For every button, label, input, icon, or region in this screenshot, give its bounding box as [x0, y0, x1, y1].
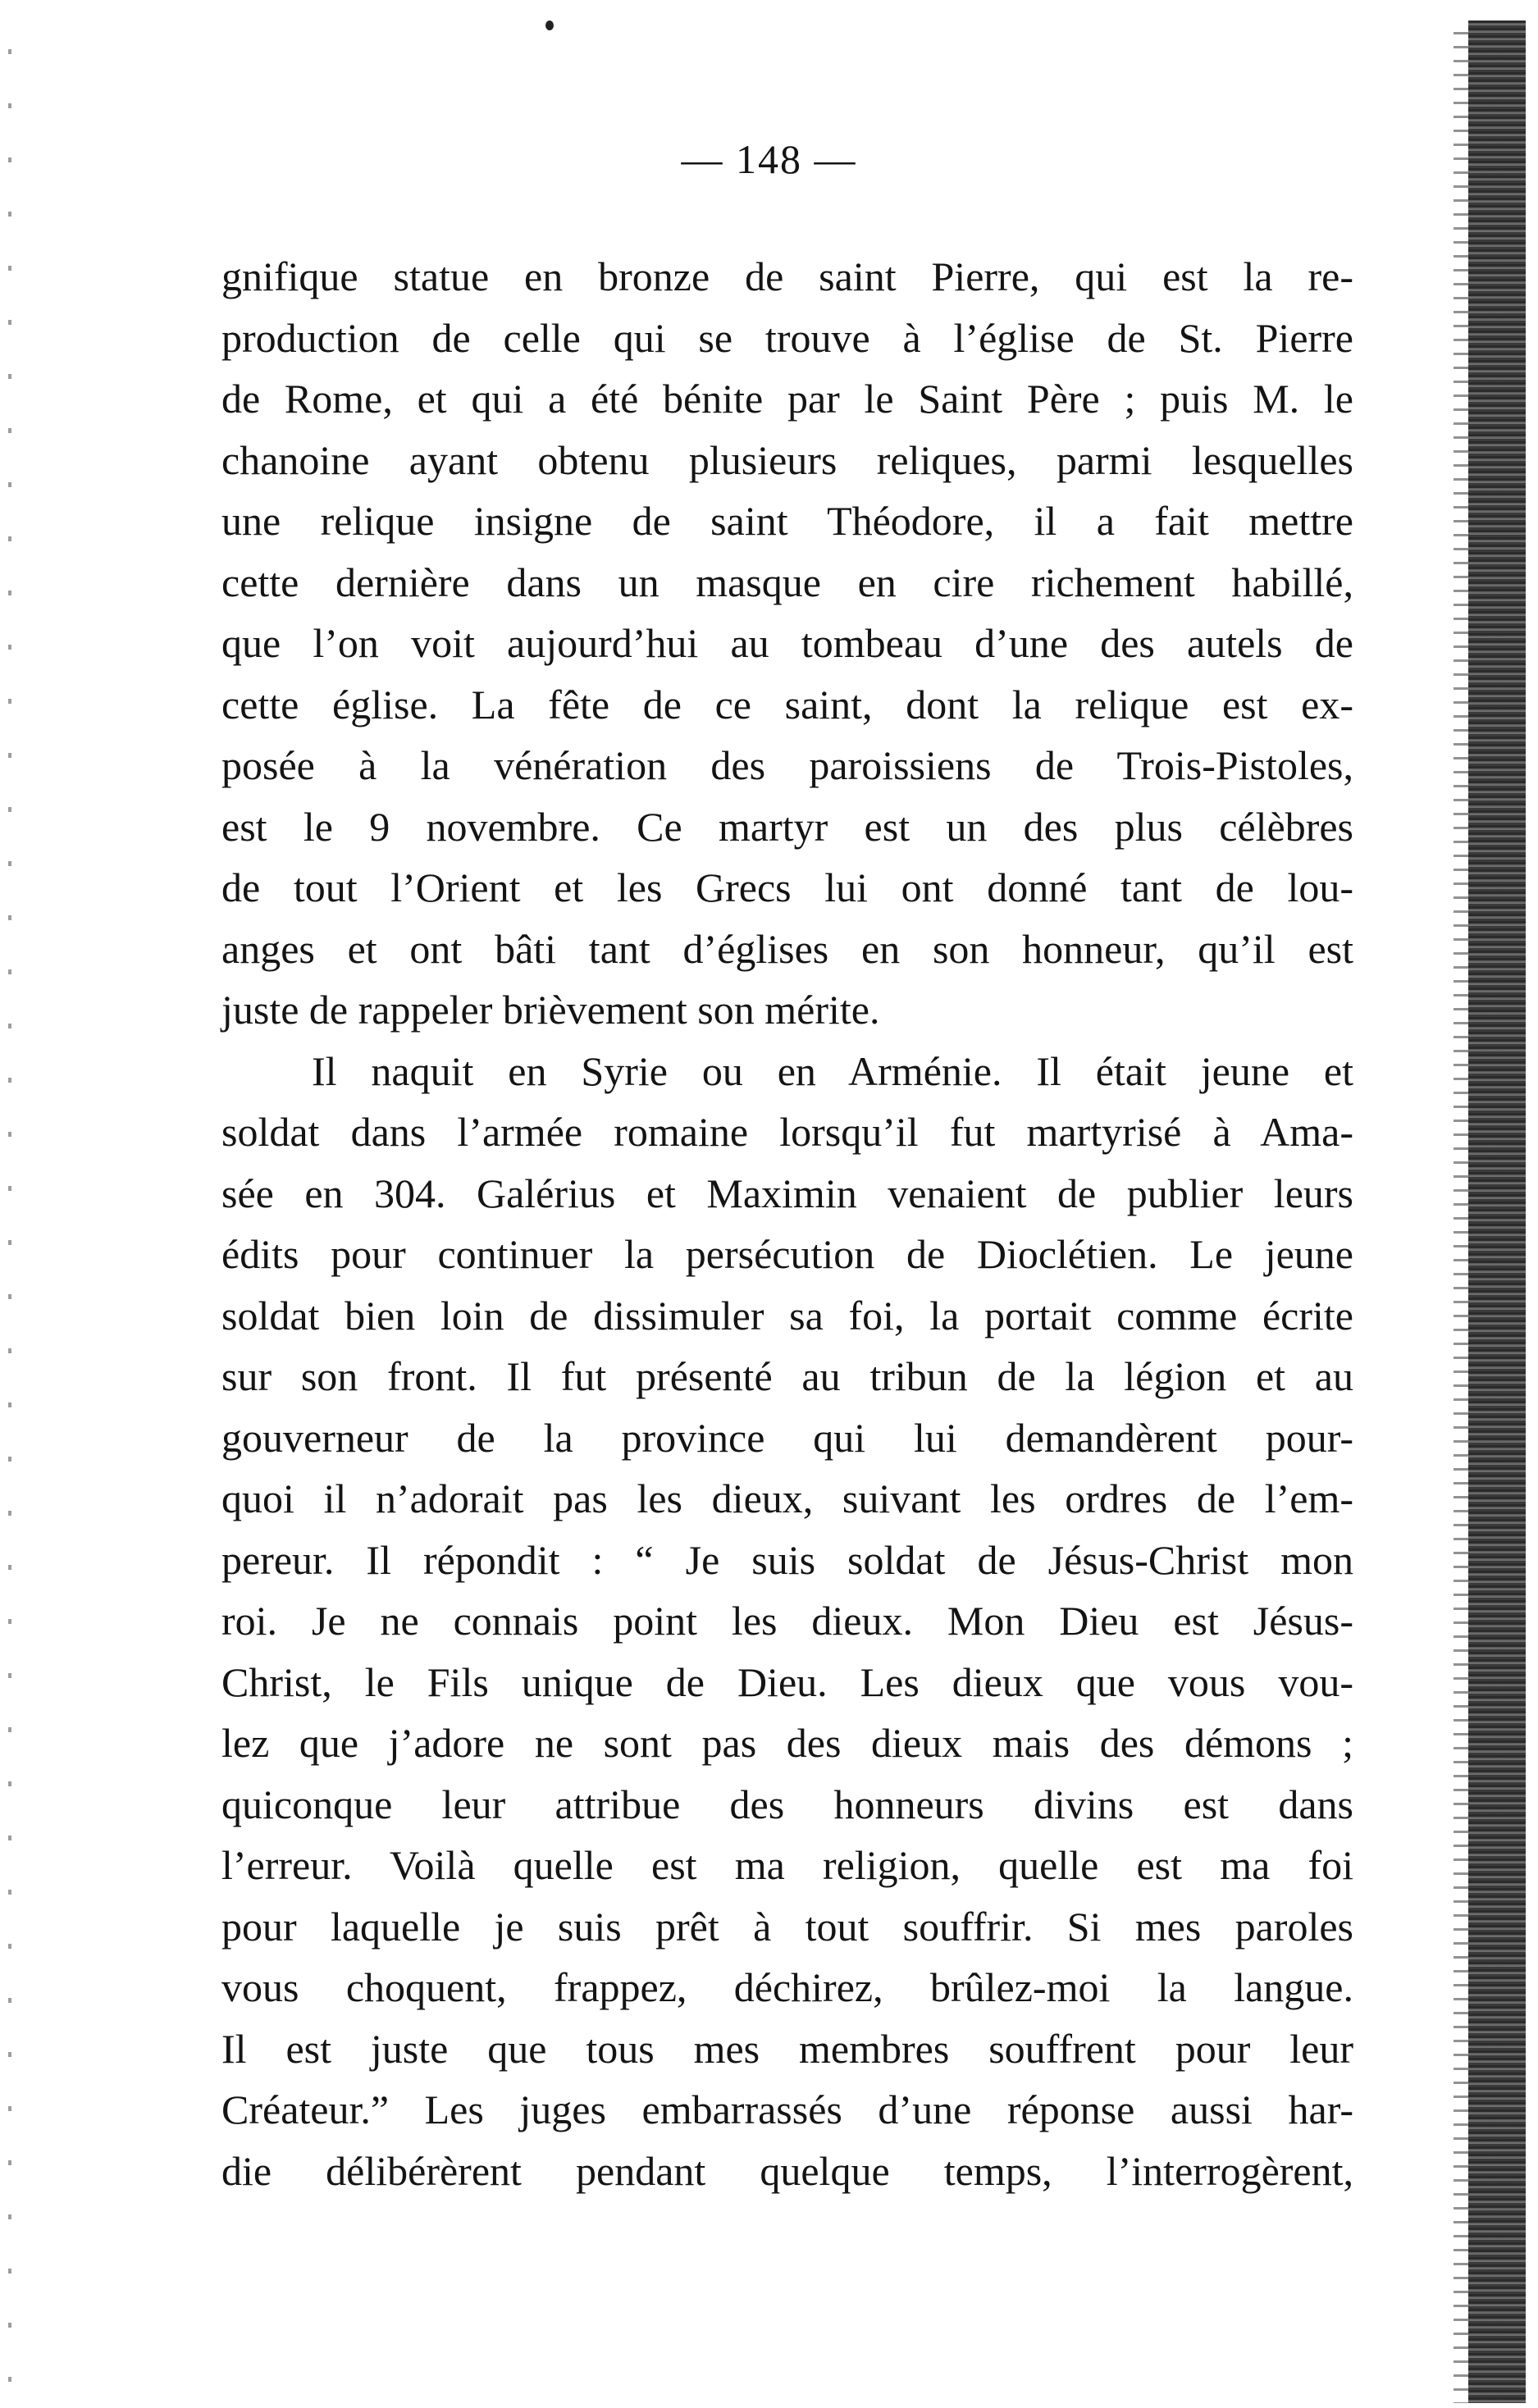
text-line: production de celle qui se trouve à l’église de St. Pierre: [221, 314, 1353, 361]
text-line: une relique insigne de saint Théodore, il a fait mettre: [221, 498, 1353, 544]
text-line: posée à la vénération des paroissiens de Trois-Pistoles,: [221, 742, 1353, 788]
text-line: soldat dans l’armée romaine lorsqu’il fut martyrisé à Ama-: [221, 1109, 1353, 1155]
body-text: [221, 246, 1353, 2201]
text-line: est le 9 novembre. Ce martyr est un des plus célèbres: [221, 803, 1353, 850]
text-line: vous choquent, frappez, déchirez, brûlez-moi la langue.: [221, 1964, 1353, 2010]
text-line: quoi il n’adorait pas les dieux, suivant les ordres de l’em-: [221, 1475, 1353, 1521]
text-line: que l’on voit aujourd’hui au tombeau d’une des autels de: [221, 620, 1353, 666]
text-line: gouverneur de la province qui lui demandèrent pour-: [221, 1414, 1353, 1461]
text-line: chanoine ayant obtenu plusieurs reliques, parmi lesquelles: [221, 436, 1353, 483]
text-line: sur son front. Il fut présenté au tribun de la légion et au: [221, 1353, 1353, 1399]
text-line: l’erreur. Voilà quelle est ma religion, quelle est ma foi: [221, 1842, 1353, 1888]
text-line: lez que j’adore ne sont pas des dieux mais des démons ;: [221, 1720, 1353, 1766]
text-line: de Rome, et qui a été bénite par le Saint Père ; puis M. le: [221, 376, 1353, 422]
paragraph-1: [221, 246, 1353, 1041]
text-line: die délibérèrent pendant quelque temps, l’interrogèrent,: [221, 2147, 1353, 2194]
text-line: cette dernière dans un masque en cire richement habillé,: [221, 559, 1353, 605]
text-line: anges et ont bâti tant d’églises en son honneur, qu’il est: [221, 925, 1353, 972]
scan-binding-edge: [1468, 21, 1526, 2403]
text-line: juste de rappeler brièvement son mérite.: [221, 987, 880, 1033]
text-line: Christ, le Fils unique de Dieu. Les dieux que vous vou-: [221, 1658, 1353, 1705]
text-line: pereur. Il répondit : “ Je suis soldat de Jésus-Christ mon: [221, 1536, 1353, 1583]
text-line: Créateur.” Les juges embarrassés d’une réponse aussi har-: [221, 2086, 1353, 2132]
text-line: cette église. La fête de ce saint, dont la relique est ex-: [221, 681, 1353, 727]
page-number: — 148 —: [681, 136, 857, 182]
paragraph-2: [221, 1041, 1353, 2202]
text-line: Il est juste que tous mes membres souffrent pour leur: [221, 2025, 1353, 2072]
text-line: pour laquelle je suis prêt à tout souffrir. Si mes paroles: [221, 1903, 1353, 1950]
text-line: soldat bien loin de dissimuler sa foi, la portait comme écrite: [221, 1292, 1353, 1339]
text-line: roi. Je ne connais point les dieux. Mon Dieu est Jésus-: [221, 1598, 1353, 1644]
text-line: de tout l’Orient et les Grecs lui ont donné tant de lou-: [221, 864, 1353, 910]
ink-speck: [545, 21, 554, 30]
text-line: gnifique statue en bronze de saint Pierre, qui est la re-: [221, 253, 1353, 299]
text-line: quiconque leur attribue des honneurs divins est dans: [221, 1781, 1353, 1827]
scan-left-edge: [8, 0, 11, 2408]
text-line: édits pour continuer la persécution de Dioclétien. Le jeune: [221, 1231, 1353, 1277]
text-line: Il naquit en Syrie ou en Arménie. Il était jeune et: [312, 1047, 1353, 1094]
text-line: sée en 304. Galérius et Maximin venaient de publier leurs: [221, 1170, 1353, 1216]
